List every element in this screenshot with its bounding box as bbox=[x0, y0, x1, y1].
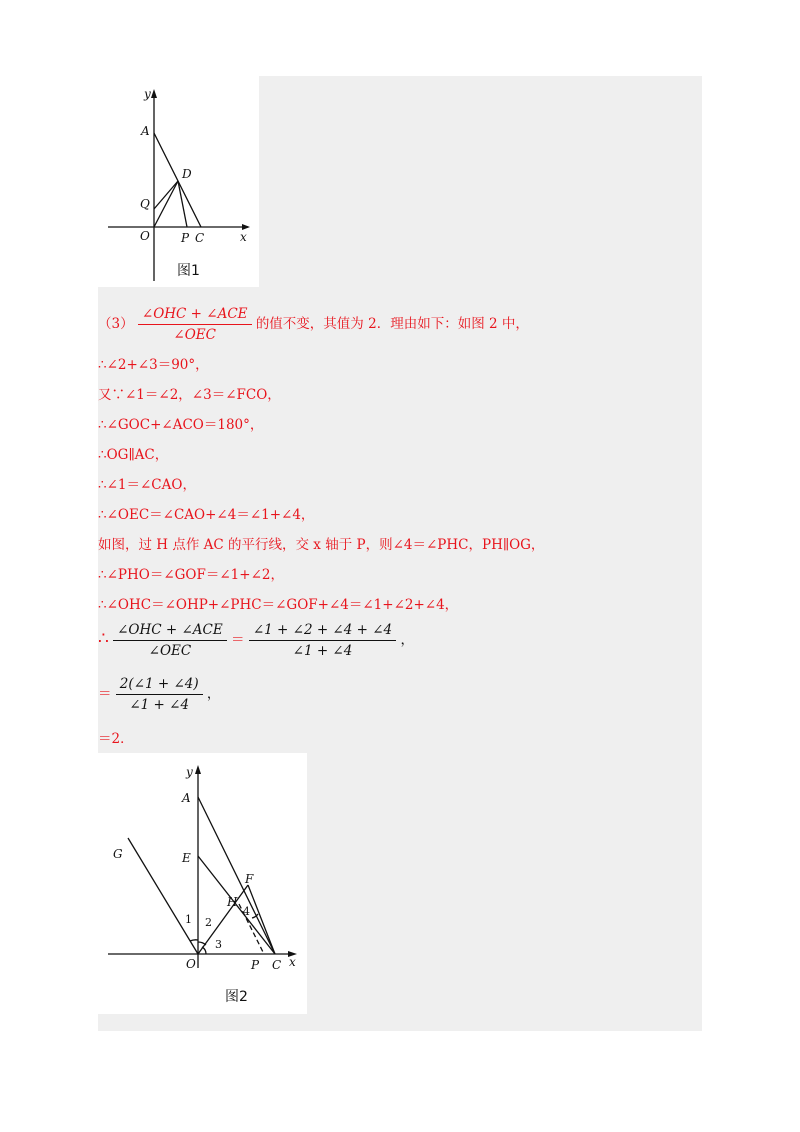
label-x: x bbox=[289, 955, 296, 969]
fraction-denominator: ∠OEC bbox=[173, 327, 216, 343]
label-g: G bbox=[113, 847, 123, 861]
label-o: O bbox=[140, 229, 150, 243]
line-ac bbox=[198, 797, 275, 954]
label-h: H bbox=[227, 895, 238, 909]
solution-line: ∴∠2+∠3＝90°， bbox=[98, 357, 209, 373]
fraction-numerator: ∠1 + ∠2 + ∠4 + ∠4 bbox=[249, 622, 396, 641]
fraction-denominator: ∠1 + ∠4 bbox=[292, 643, 353, 659]
angle-arc-3 bbox=[202, 947, 206, 954]
angle-arc-2 bbox=[198, 942, 206, 945]
figure-1 bbox=[98, 76, 259, 287]
angle-label-1: 1 bbox=[185, 913, 192, 926]
angle-label-3: 3 bbox=[215, 938, 222, 951]
equation-3: ＝2． bbox=[98, 731, 134, 747]
equation-1 bbox=[98, 622, 414, 659]
fraction-denominator: ∠1 + ∠4 bbox=[129, 697, 190, 713]
therefore-symbol: ∴ bbox=[98, 629, 109, 649]
equals-sign: ＝ bbox=[98, 686, 112, 702]
fraction-denominator: ∠OEC bbox=[148, 643, 192, 659]
label-p: P bbox=[181, 231, 190, 245]
equation-2-fraction bbox=[116, 676, 203, 713]
fraction-numerator: ∠OHC + ∠ACE bbox=[138, 306, 252, 325]
y-axis-arrow bbox=[151, 89, 157, 98]
figure-2-caption: 图2 bbox=[225, 989, 248, 1005]
figure-2 bbox=[98, 753, 307, 1014]
equals-sign: ＝ bbox=[231, 632, 245, 648]
angle-label-4: 4 bbox=[243, 905, 250, 918]
equation-1-right-fraction bbox=[249, 622, 396, 659]
part-label: （3） bbox=[98, 316, 134, 332]
label-x: x bbox=[240, 230, 247, 244]
solution-line: 又∵∠1＝∠2，∠3＝∠FCO， bbox=[98, 387, 281, 403]
fraction-numerator: 2(∠1 + ∠4) bbox=[116, 676, 203, 695]
intro-text: 的值不变，其值为 2．理由如下：如图 2 中， bbox=[255, 316, 529, 332]
label-a: A bbox=[141, 124, 150, 138]
label-f: F bbox=[245, 872, 254, 886]
label-q: Q bbox=[140, 197, 150, 211]
label-d: D bbox=[182, 167, 192, 181]
comma: ， bbox=[400, 632, 414, 648]
label-a: A bbox=[182, 791, 191, 805]
label-c: C bbox=[195, 231, 205, 245]
comma: ， bbox=[206, 686, 221, 702]
equation-2 bbox=[98, 676, 220, 713]
angle-arc-1 bbox=[190, 940, 198, 941]
fraction-numerator: ∠OHC + ∠ACE bbox=[113, 622, 227, 641]
solution-line: ∴∠OEC＝∠CAO+∠4＝∠1+∠4， bbox=[98, 507, 315, 523]
solution-intro bbox=[98, 306, 529, 343]
solution-line: ∴∠PHO＝∠GOF＝∠1+∠2， bbox=[98, 567, 284, 583]
solution-line: ∴OG∥AC， bbox=[98, 447, 169, 463]
label-c: C bbox=[272, 958, 282, 972]
label-p: P bbox=[251, 958, 260, 972]
angle-label-2: 2 bbox=[205, 916, 212, 929]
label-y: y bbox=[144, 87, 151, 101]
figure-2-diagram bbox=[98, 753, 307, 1014]
line-dp bbox=[178, 181, 187, 227]
label-o: O bbox=[186, 957, 196, 971]
label-y: y bbox=[186, 765, 193, 779]
label-e: E bbox=[182, 851, 191, 865]
solution-line: ∴∠GOC+∠ACO＝180°， bbox=[98, 417, 264, 433]
solution-line: ∴∠OHC＝∠OHP+∠PHC＝∠GOF+∠4＝∠1+∠2+∠4， bbox=[98, 597, 459, 613]
equation-1-left-fraction bbox=[113, 622, 227, 659]
figure-1-diagram bbox=[98, 76, 259, 287]
y-axis-arrow bbox=[195, 765, 201, 774]
line-fc bbox=[248, 885, 275, 954]
figure-1-caption: 图1 bbox=[177, 263, 200, 279]
solution-line: ∴∠1＝∠CAO， bbox=[98, 477, 196, 493]
solution-line: 如图，过 H 点作 AC 的平行线，交 x 轴于 P，则∠4＝∠PHC，PH∥OG， bbox=[98, 537, 545, 553]
intro-fraction bbox=[138, 306, 252, 343]
